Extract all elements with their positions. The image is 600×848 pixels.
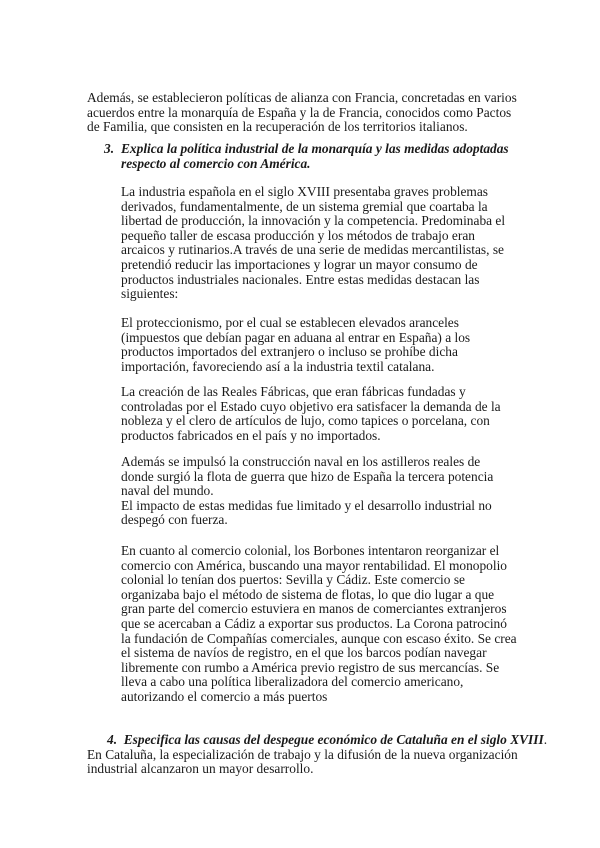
text-line: Además se impulsó la construcción naval en los astilleros reales de — [121, 454, 481, 469]
text-line: arcaicos y rutinarios.A través de una serie de medidas mercantilistas, se — [121, 242, 504, 258]
text-line: de Familia, que consisten en la recuperación de los territorios italianos. — [87, 119, 468, 135]
question-3-heading — [104, 141, 509, 171]
text-line: El impacto de estas medidas fue limitado y el desarrollo industrial no — [121, 497, 492, 513]
text-line: despegó con fuerza. — [121, 512, 228, 528]
q3-paragraph-protectionism — [121, 316, 470, 374]
text-line: derivados, fundamentalmente, de un sistema gremial que coartaba la — [121, 198, 488, 214]
text-line: comercio con América, buscando una mayor rentabilidad. El monopolio — [121, 557, 507, 573]
text-line: organizaba bajo el método de sistema de flotas, lo que dio lugar a que — [121, 586, 495, 602]
text-line: productos industriales nacionales. Entre estas medidas destacan las — [121, 271, 480, 287]
text-line: productos importados del extranjero o incluso se prohíbe dicha — [121, 344, 458, 360]
q3-paragraph-naval — [121, 455, 493, 528]
text-line: colonial lo tenían dos puertos: Sevilla y Cádiz. Este comercio se — [121, 572, 465, 588]
text-line: naval del mundo. — [121, 483, 214, 499]
text-line: gran parte del comercio estuviera en manos de comerciantes extranjeros — [121, 601, 507, 617]
text-line: pequeño taller de escasa producción y los métodos de trabajo eran — [121, 227, 475, 243]
q3-paragraph-royal-factories — [121, 385, 501, 443]
text-line: siguientes: — [121, 286, 179, 302]
text-line: lleva a cabo una política liberalizadora del comercio americano, — [121, 674, 464, 690]
text-line: el sistema de navíos de registro, en el que los barcos podían navegar — [121, 645, 487, 661]
text-line: la fundación de Compañías comerciales, aunque con escaso éxito. Se crea — [121, 630, 517, 646]
text-line: respecto al comercio con América. — [121, 155, 311, 171]
text-line: donde surgió la flota de guerra que hizo de España la tercera potencia — [121, 468, 494, 484]
text-line: importación, favoreciendo así a la industria textil catalana. — [121, 358, 435, 374]
text-line: acuerdos entre la monarquía de España y la de Francia, conocidos como Pactos — [87, 104, 512, 120]
heading-period: . — [543, 732, 548, 747]
text-line: libremente con rumbo a América previo registro de sus mercancías. Se — [121, 659, 500, 675]
question-4 — [87, 733, 547, 777]
text-line: En cuanto al comercio colonial, los Borbones intentaron reorganizar el — [121, 543, 500, 558]
q3-paragraph-colonial-trade — [121, 544, 517, 705]
text-line: El proteccionismo, por el cual se establecen elevados aranceles — [121, 315, 459, 330]
text-line: Además, se establecieron políticas de alianza con Francia, concretadas en varios — [87, 90, 517, 105]
text-line: autorizando el comercio a más puertos — [121, 688, 328, 704]
text-line: La industria española en el siglo XVIII presentaba graves problemas — [121, 184, 489, 199]
text-line: que se acercaban a Cádiz a exportar sus productos. La Corona patrocinó — [121, 615, 507, 631]
text-line: nobleza y el clero de artículos de lujo, como tapices o porcelana, con — [121, 413, 490, 429]
text-line: industrial alcanzaron un mayor desarrollo. — [87, 761, 314, 777]
text-line: Explica la política industrial de la monarquía y las medidas adoptadas — [121, 141, 509, 156]
text-line: controladas por el Estado cuyo objetivo era satisfacer la demanda de la — [121, 398, 501, 414]
text-line: productos fabricados en el país y no importados. — [121, 427, 381, 443]
intro-paragraph — [87, 91, 517, 135]
question-4-heading: Especifica las causas del despegue económico de Cataluña en el siglo XVIII — [123, 732, 544, 747]
text-line: La creación de las Reales Fábricas, que eran fábricas fundadas y — [121, 384, 466, 399]
q3-paragraph-industry — [121, 185, 505, 302]
text-line: libertad de producción, la innovación y la competencia. Predominaba el — [121, 213, 506, 229]
question-number: 3. — [104, 141, 115, 156]
question-number: 4. — [107, 732, 118, 747]
text-line: (impuestos que debían pagar en aduana al entrar en España) a los — [121, 329, 471, 345]
text-line: pretendió reducir las importaciones y lograr un mayor consumo de — [121, 256, 478, 272]
text-line: En Cataluña, la especialización de trabajo y la difusión de la nueva organización — [87, 746, 518, 762]
